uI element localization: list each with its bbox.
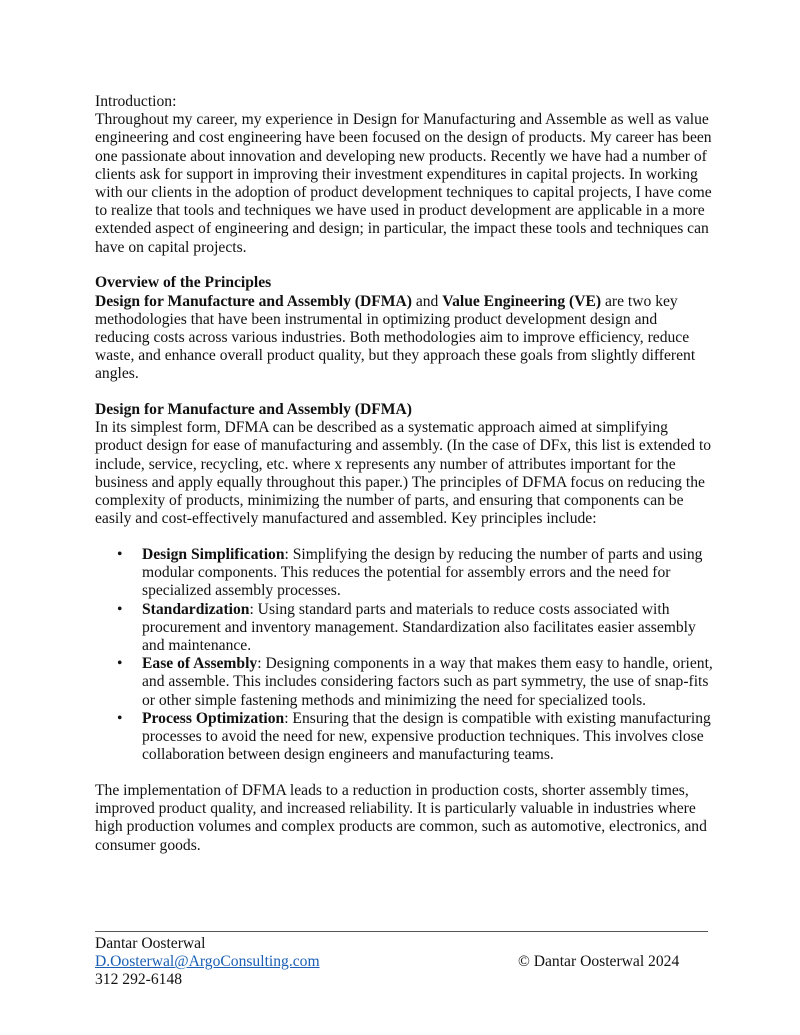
author-name: Dantar Oosterwal xyxy=(95,935,206,952)
overview-connector: and xyxy=(411,292,443,310)
copyright-notice: © Dantar Oosterwal 2024 xyxy=(518,953,680,970)
list-item xyxy=(117,709,715,765)
dfma-heading: Design for Manufacture and Assembly (DFMA) xyxy=(95,401,412,419)
ve-term: Value Engineering (VE) xyxy=(442,292,602,310)
email-link[interactable]: D.Oosterwal@ArgoConsulting.com xyxy=(95,953,320,971)
list-item-term: Process Optimization xyxy=(142,709,285,727)
bullet-icon: • xyxy=(117,545,123,563)
dfma-term: Design for Manufacture and Assembly (DFMA) xyxy=(95,292,412,310)
list-item-text: : Using standard parts and materials to reduce costs associated with procurement and inventory management. Standardization also facilitates easier assembly and maintenance. xyxy=(142,600,696,654)
bullet-icon: • xyxy=(117,655,123,673)
bullet-icon: • xyxy=(117,600,123,618)
intro-paragraph: Throughout my career, my experience in Design for Manufacturing and Assemble as well as value engineering and cost engineering have been focused on the design of products. My career has been one passionate about innovation and developing new products. Recently we have had a number of clients ask for support in improving their investment expenditures in capital projects. In working with our clients in the adoption of product development techniques to capital projects, I have come to realize that tools and techniques we have used in product development are applicable in a more extended aspect of engineering and design; in particular, the impact these tools and techniques can have on capital projects. xyxy=(95,111,712,256)
list-item-term: Design Simplification xyxy=(142,545,285,563)
list-item xyxy=(117,600,715,656)
overview-paragraph xyxy=(95,293,715,384)
list-item xyxy=(117,655,715,710)
dfma-conclusion: The implementation of DFMA leads to a reduction in production costs, shorter assembly times, improved product quality, and increased reliability. It is particularly valuable in industries where high production volumes and complex products are common, such as automotive, electronics, and consumer goods. xyxy=(95,781,707,854)
list-item-text: : Designing components in a way that makes them easy to handle, orient, and assemble. This includes considering factors such as part symmetry, the use of snap-fits or other simple fastening methods and minimizing the need for specialized tools. xyxy=(142,655,713,709)
list-item-text: : Simplifying the design by reducing the number of parts and using modular components. This reduces the potential for assembly errors and the need for specialized assembly processes. xyxy=(142,545,703,600)
list-item-term: Ease of Assembly xyxy=(142,655,258,673)
phone-number: 312 292-6148 xyxy=(95,971,183,989)
list-item-text: : Ensuring that the design is compatible with existing manufacturing processes to avoid the need for new, expensive production techniques. This involves close collaboration between design engineers and manufacturing teams. xyxy=(142,709,711,764)
bullet-icon: • xyxy=(117,709,123,727)
overview-text: are two key methodologies that have been instrumental in optimizing product development design and reducing costs across various industries. Both methodologies aim to improve efficiency, reduce waste, and enhance overall product quality, but they approach these goals from slightly different angles. xyxy=(95,292,696,383)
overview-heading: Overview of the Principles xyxy=(95,274,272,292)
dfma-paragraph: In its simplest form, DFMA can be described as a systematic approach aimed at simplifying product design for ease of manufacturing and assembly. (In the case of DFx, this list is extended to include, service, recycling, etc. where x represents any number of attributes important for the business and apply equally throughout this paper.) The principles of DFMA focus on reducing the complexity of products, minimizing the number of parts, and ensuring that components can be easily and cost-effectively manufactured and assembled. Key principles include: xyxy=(95,419,712,528)
list-item xyxy=(117,545,715,601)
page-footer xyxy=(95,931,708,990)
document-body xyxy=(95,93,715,855)
intro-label: Introduction: xyxy=(95,93,177,110)
list-item-term: Standardization xyxy=(142,600,250,618)
key-principles-list xyxy=(95,546,715,764)
